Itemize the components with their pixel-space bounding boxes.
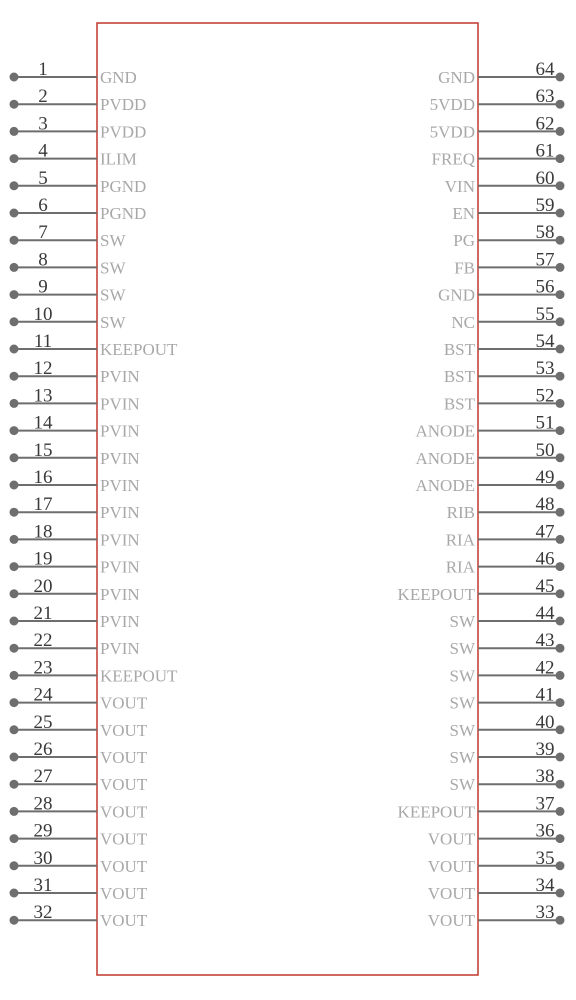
pin-end-dot: [10, 181, 19, 190]
pin-3: [10, 113, 147, 141]
pin-name-label: VOUT: [100, 829, 148, 849]
pin-number: 32: [33, 902, 53, 924]
pin-39: [450, 739, 565, 767]
pin-number: 12: [33, 358, 53, 380]
pin-end-dot: [556, 127, 565, 136]
pin-end-dot: [556, 589, 565, 598]
pin-end-dot: [556, 535, 565, 544]
pin-number: 58: [535, 222, 555, 244]
pin-25: [10, 712, 148, 740]
pin-name-label: SW: [449, 775, 475, 795]
pin-name-label: VOUT: [100, 775, 148, 795]
pin-24: [10, 685, 148, 713]
pin-number: 35: [535, 847, 555, 869]
pin-number: 50: [535, 439, 555, 461]
pin-45: [398, 576, 565, 604]
pin-number: 28: [33, 793, 53, 815]
pin-end-dot: [10, 834, 19, 843]
pin-end-dot: [556, 644, 565, 653]
pin-60: [445, 168, 565, 196]
pin-number: 54: [535, 331, 555, 352]
pin-end-dot: [556, 481, 565, 490]
pin-64: [438, 59, 564, 87]
pin-name-label: BST: [443, 340, 475, 359]
pin-number: 7: [38, 222, 48, 244]
pin-end-dot: [556, 916, 565, 925]
pin-12: [10, 358, 140, 386]
pin-name-label: SW: [449, 612, 475, 631]
pin-name-label: PG: [453, 231, 475, 251]
pin-end-dot: [10, 698, 19, 707]
pin-27: [10, 766, 148, 794]
pin-end-dot: [556, 209, 565, 218]
pin-name-label: FB: [454, 258, 475, 278]
pin-number: 44: [535, 603, 555, 624]
pin-8: [10, 249, 127, 277]
right-pin-group: [398, 59, 565, 930]
pin-name-label: RIA: [445, 530, 475, 550]
pin-number: 34: [535, 875, 555, 896]
pin-23: [10, 657, 179, 685]
pin-name-label: PVIN: [100, 639, 140, 659]
pin-end-dot: [10, 290, 19, 299]
pin-end-dot: [556, 834, 565, 843]
pin-number: 21: [33, 603, 53, 624]
pin-number: 62: [535, 113, 555, 135]
pin-number: 51: [535, 412, 555, 434]
pin-name-label: VOUT: [427, 911, 475, 931]
pin-7: [10, 222, 127, 250]
pin-number: 57: [535, 249, 555, 271]
pin-44: [450, 603, 565, 631]
pin-name-label: VOUT: [100, 802, 148, 822]
pin-name-label: 5VDD: [429, 122, 475, 142]
pin-number: 46: [535, 548, 555, 570]
pin-13: [10, 385, 140, 413]
pin-number: 4: [38, 140, 48, 162]
pin-name-label: SW: [449, 748, 475, 767]
pin-35: [428, 848, 565, 876]
pin-number: 56: [535, 276, 555, 298]
pin-62: [430, 113, 565, 141]
pin-end-dot: [10, 453, 19, 462]
pin-end-dot: [556, 100, 565, 109]
pin-name-label: PVDD: [100, 95, 147, 115]
pin-name-label: KEEPOUT: [100, 340, 178, 359]
pin-end-dot: [10, 426, 19, 435]
pin-name-label: PVIN: [100, 476, 140, 495]
pin-38: [450, 766, 565, 794]
pin-end-dot: [10, 671, 19, 680]
pin-57: [454, 249, 564, 277]
pin-end-dot: [556, 861, 565, 870]
pin-number: 2: [38, 86, 48, 108]
pin-name-label: SW: [449, 693, 475, 713]
pin-number: 22: [33, 630, 53, 652]
pin-name-label: PVIN: [100, 557, 140, 577]
pin-47: [446, 521, 565, 549]
pin-name-label: VOUT: [100, 856, 148, 876]
pin-end-dot: [10, 372, 19, 381]
pin-number: 61: [535, 140, 555, 162]
pin-name-label: ANODE: [415, 448, 475, 468]
pin-4: [10, 141, 137, 169]
pin-name-label: KEEPOUT: [397, 802, 475, 822]
pin-number: 31: [33, 875, 53, 896]
pin-name-label: SW: [100, 285, 126, 305]
pin-name-label: SW: [449, 720, 475, 740]
pin-number: 43: [535, 630, 555, 652]
pin-end-dot: [10, 562, 19, 571]
pin-name-label: GND: [438, 68, 475, 87]
pin-end-dot: [556, 780, 565, 789]
pin-end-dot: [556, 154, 565, 163]
pin-11: [10, 331, 179, 359]
pin-17: [10, 494, 140, 522]
pin-end-dot: [10, 317, 19, 326]
pin-43: [450, 630, 565, 658]
pin-end-dot: [10, 481, 19, 490]
pin-name-label: 5VDD: [429, 95, 475, 115]
pin-end-dot: [556, 399, 565, 408]
pin-name-label: RIB: [446, 503, 475, 523]
pin-number: 30: [33, 847, 53, 869]
pin-49: [416, 467, 565, 495]
pin-end-dot: [556, 290, 565, 299]
pin-name-label: GND: [100, 68, 137, 87]
pin-40: [450, 712, 565, 740]
pin-end-dot: [10, 399, 19, 408]
pin-number: 52: [535, 385, 555, 407]
pin-end-dot: [556, 508, 565, 517]
pin-number: 9: [38, 276, 48, 298]
pin-name-label: FREQ: [431, 149, 475, 169]
pin-number: 55: [535, 303, 555, 325]
pin-name-label: VIN: [444, 176, 475, 196]
pin-number: 24: [33, 684, 53, 706]
pin-name-label: VOUT: [100, 911, 148, 931]
pin-21: [10, 603, 140, 631]
pin-name-label: ANODE: [415, 476, 475, 495]
pin-name-label: VOUT: [427, 856, 475, 876]
pin-end-dot: [556, 698, 565, 707]
pin-end-dot: [556, 263, 565, 272]
pin-33: [428, 902, 565, 930]
pin-14: [10, 413, 140, 441]
pin-number: 36: [535, 820, 555, 842]
pin-name-label: GND: [438, 285, 475, 305]
pin-end-dot: [10, 644, 19, 653]
pin-end-dot: [10, 535, 19, 544]
pin-26: [10, 739, 148, 767]
pin-number: 18: [33, 521, 53, 543]
pin-end-dot: [10, 889, 19, 898]
pin-name-label: SW: [100, 312, 126, 332]
pin-end-dot: [10, 807, 19, 816]
pin-end-dot: [556, 725, 565, 734]
pin-name-label: PVIN: [100, 530, 140, 550]
pin-52: [444, 385, 565, 413]
pin-name-label: PVIN: [100, 503, 140, 523]
pin-name-label: VOUT: [427, 829, 475, 849]
pin-number: 59: [535, 195, 555, 216]
pin-61: [432, 141, 565, 169]
pin-37: [398, 793, 565, 821]
pin-name-label: SW: [449, 666, 475, 686]
pin-42: [450, 657, 565, 685]
pin-number: 39: [535, 739, 555, 760]
pin-number: 17: [33, 494, 53, 516]
pin-9: [10, 277, 127, 305]
pin-end-dot: [556, 426, 565, 435]
pin-end-dot: [556, 317, 565, 326]
pin-2: [10, 86, 147, 114]
pin-name-label: ANODE: [415, 421, 475, 441]
pin-name-label: ILIM: [100, 149, 137, 169]
pin-number: 1: [38, 59, 48, 80]
ic-body-outline: [97, 23, 478, 975]
pin-end-dot: [556, 181, 565, 190]
pin-number: 33: [535, 902, 555, 924]
pin-number: 25: [33, 711, 53, 733]
pin-number: 8: [38, 249, 48, 271]
pin-end-dot: [556, 617, 565, 626]
pin-number: 15: [33, 439, 53, 461]
pin-name-label: PVIN: [100, 448, 140, 468]
pin-end-dot: [10, 236, 19, 245]
pin-63: [430, 86, 565, 114]
pin-32: [10, 902, 148, 930]
pin-55: [451, 304, 564, 332]
pin-number: 19: [33, 548, 53, 570]
pin-30: [10, 848, 148, 876]
pin-10: [10, 304, 127, 332]
pin-end-dot: [556, 889, 565, 898]
pin-name-label: BST: [443, 367, 475, 387]
pin-number: 3: [38, 113, 48, 135]
pin-15: [10, 440, 140, 468]
pin-number: 11: [33, 331, 53, 352]
pin-number: 49: [535, 467, 555, 488]
pin-name-label: VOUT: [100, 884, 148, 903]
pin-end-dot: [10, 780, 19, 789]
pin-number: 5: [38, 167, 48, 189]
pin-59: [452, 195, 564, 223]
pin-end-dot: [10, 73, 19, 82]
pin-end-dot: [10, 617, 19, 626]
pin-name-label: PVIN: [100, 367, 140, 387]
pin-name-label: RIA: [445, 557, 475, 577]
pin-end-dot: [556, 753, 565, 762]
pin-end-dot: [556, 671, 565, 680]
pin-number: 13: [33, 385, 53, 407]
pin-name-label: KEEPOUT: [397, 584, 475, 604]
pin-end-dot: [10, 508, 19, 517]
pin-number: 45: [535, 575, 555, 597]
left-pin-group: [10, 59, 179, 930]
pin-end-dot: [556, 73, 565, 82]
pin-number: 6: [38, 195, 48, 216]
pin-end-dot: [10, 345, 19, 354]
pin-number: 26: [33, 739, 53, 760]
pin-number: 29: [33, 820, 53, 842]
pin-name-label: PGND: [100, 204, 147, 223]
pin-1: [10, 59, 137, 87]
pin-number: 23: [33, 657, 53, 679]
pin-50: [416, 440, 565, 468]
pin-number: 27: [33, 766, 53, 788]
pin-end-dot: [10, 127, 19, 136]
pin-end-dot: [10, 916, 19, 925]
pin-number: 47: [535, 521, 555, 543]
pin-name-label: VOUT: [100, 720, 148, 740]
pin-58: [453, 222, 564, 250]
pin-number: 16: [33, 467, 53, 488]
pin-28: [10, 793, 148, 821]
pin-46: [446, 549, 565, 577]
pin-number: 40: [535, 711, 555, 733]
pin-number: 63: [535, 86, 555, 108]
pin-5: [10, 168, 147, 196]
pin-name-label: SW: [100, 258, 126, 278]
pin-end-dot: [10, 209, 19, 218]
pin-name-label: PGND: [100, 176, 147, 196]
pin-51: [416, 413, 565, 441]
pin-end-dot: [556, 562, 565, 571]
pin-end-dot: [10, 753, 19, 762]
pin-name-label: EN: [452, 204, 475, 223]
pin-name-label: KEEPOUT: [100, 666, 178, 686]
pin-54: [444, 331, 565, 359]
pin-end-dot: [556, 372, 565, 381]
pin-number: 48: [535, 494, 555, 516]
pin-name-label: PVIN: [100, 584, 140, 604]
pin-number: 37: [535, 793, 555, 815]
pin-48: [447, 494, 565, 522]
pin-name-label: SW: [100, 231, 126, 251]
pin-end-dot: [556, 236, 565, 245]
pin-number: 64: [535, 59, 555, 80]
pin-end-dot: [10, 861, 19, 870]
pin-name-label: BST: [443, 394, 475, 414]
pin-number: 20: [33, 575, 53, 597]
pin-number: 42: [535, 657, 555, 679]
pin-20: [10, 576, 140, 604]
pin-end-dot: [10, 725, 19, 734]
pin-end-dot: [10, 154, 19, 163]
pin-6: [10, 195, 147, 223]
pin-end-dot: [556, 453, 565, 462]
pin-name-label: PVIN: [100, 612, 140, 631]
pin-number: 60: [535, 167, 555, 189]
pin-53: [444, 358, 565, 386]
pin-29: [10, 821, 148, 849]
pin-18: [10, 521, 140, 549]
pin-36: [428, 821, 565, 849]
pin-16: [10, 467, 140, 495]
pin-number: 14: [33, 412, 53, 434]
pin-19: [10, 549, 140, 577]
pin-name-label: NC: [451, 312, 475, 332]
pin-number: 53: [535, 358, 555, 380]
pin-name-label: VOUT: [100, 748, 148, 767]
pin-name-label: PVIN: [100, 394, 140, 414]
pin-end-dot: [556, 807, 565, 816]
pin-number: 41: [535, 684, 555, 706]
pin-number: 38: [535, 766, 555, 788]
pin-end-dot: [10, 100, 19, 109]
pin-31: [10, 875, 148, 903]
pin-end-dot: [10, 263, 19, 272]
pin-41: [450, 685, 565, 713]
pin-name-label: SW: [449, 639, 475, 659]
pin-name-label: PVIN: [100, 421, 140, 441]
pin-34: [428, 875, 565, 903]
pin-end-dot: [10, 589, 19, 598]
pin-56: [438, 277, 564, 305]
pin-name-label: PVDD: [100, 122, 147, 142]
pin-number: 10: [33, 303, 53, 325]
pin-name-label: VOUT: [427, 884, 475, 903]
pin-22: [10, 630, 140, 658]
pin-name-label: VOUT: [100, 693, 148, 713]
pin-end-dot: [556, 345, 565, 354]
